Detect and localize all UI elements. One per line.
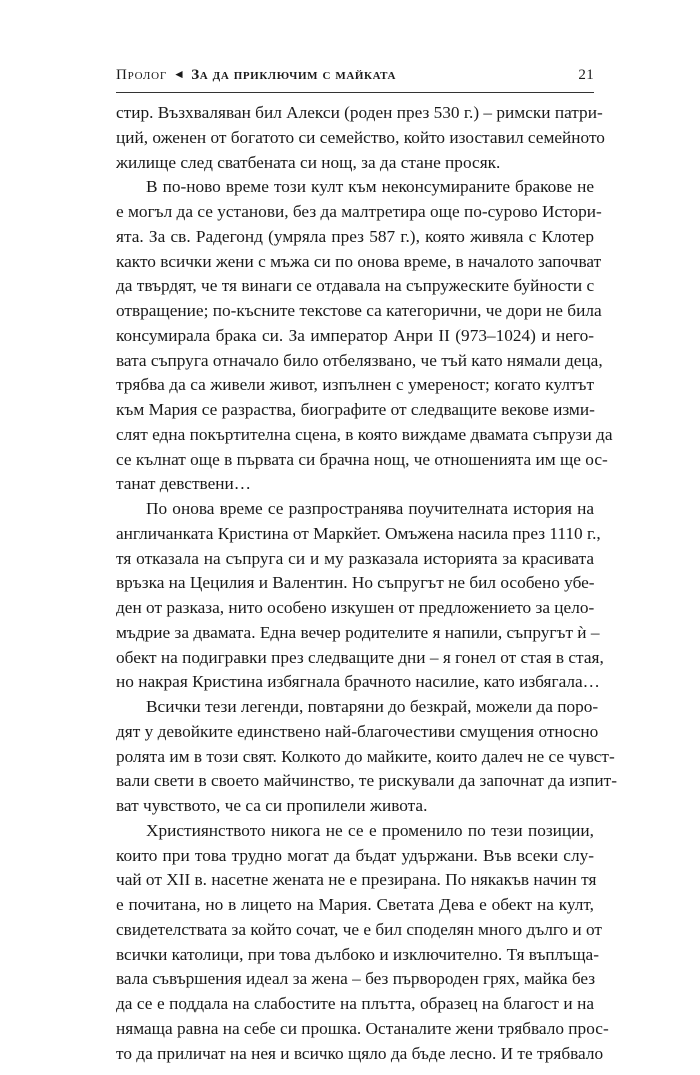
text-line: трябва да са живели живот, изпълнен с умереност; когато култът — [116, 375, 594, 395]
text-line: както всички жени с мъжа си по онова време, в началото започват — [116, 251, 602, 271]
body-text — [116, 101, 617, 1066]
text-line: стир. Възхваляван бил Алекси (роден през 530 г.) – римски патри- — [116, 103, 603, 122]
text-line: да се е поддала на слабостите на плътта, образец на благост и на — [116, 994, 594, 1013]
text-line: чай от XII в. насетне жената не е презирана. По някакъв начин тя — [116, 870, 597, 890]
text-line: да твърдят, че тя винаги се отдавала на съпружеските буйности с — [116, 276, 595, 296]
text-line: то да приличат на нея и всичко щяло да бъде лесно. И те трябвало — [116, 1043, 604, 1063]
text-line: е могъл да се установи, без да малтретира още по-сурово Истори- — [116, 202, 602, 221]
text-line: се кълнат още в първата си брачна нощ, че отношенията им ще ос- — [116, 449, 608, 469]
text-line: нямаща равна на себе си прошка. Останалите жени трябвало прос- — [116, 1018, 609, 1038]
text-line: танат девствени… — [116, 474, 252, 494]
text-line: Християнството никога не се е променило по тези позиции, — [146, 820, 594, 840]
text-line: дят у девойките единствено най-благочестиви смущения относно — [116, 721, 599, 741]
page-number: 21 — [578, 67, 594, 83]
left-arrow-icon: ◄ — [173, 67, 186, 81]
text-line: но накрая Кристина избягнала брачното насилие, като избягала… — [116, 672, 600, 692]
text-line: всички католици, при това дълбоко и изключително. Тя въплъща- — [116, 944, 599, 964]
text-line: вала съвършения идеал за жена – без първороден грях, майка без — [116, 969, 596, 989]
text-line: Всички тези легенди, повтаряни до безкрай, можели да поро- — [146, 697, 599, 716]
text-line: отвращение; по-късните текстове са категорични, че дори не била — [116, 301, 602, 320]
text-line: връзка на Цецилия и Валентин. Но съпругът не бил особено убе- — [116, 573, 595, 593]
header-divider — [116, 92, 594, 93]
paragraph — [116, 497, 604, 695]
text-line: ята. За св. Радегонд (умряла през 587 г.), която живяла с Клотер — [116, 226, 594, 246]
text-line: англичанката Кристина от Маркйет. Омъжена насила през 1110 г., — [116, 523, 601, 543]
text-line: ват чувството, че са си пропилели живота. — [116, 796, 428, 815]
text-line: обект на подигравки през следващите дни – я гонел от стая в стая, — [116, 647, 604, 667]
text-line: ций, оженен от богатото си семейство, който изоставил семейното — [116, 127, 605, 147]
text-line: слят една покъртителна сцена, в която виждаме двамата съпрузи да — [116, 424, 613, 444]
text-line: ролята им в този свят. Колкото до майките, които далеч не се чувст- — [116, 746, 615, 766]
paragraph — [116, 175, 613, 497]
text-line: ден от разказа, нито особено изкушен от предложението за цело- — [116, 598, 595, 617]
chapter-title: За да приключим с майката — [191, 67, 397, 83]
text-line: вата съпруга отначало било отбелязвано, че тъй като нямали деца, — [116, 350, 603, 370]
text-line: мъдрие за двамата. Една вечер родителите я напили, съпругът ѝ – — [116, 622, 600, 642]
text-line: консумирала брака си. За император Анри II (973–1024) и него- — [116, 325, 594, 345]
paragraph — [116, 695, 617, 819]
running-header — [116, 67, 594, 91]
text-line: е почитана, но в лицето на Мария. Светата Дева е обект на култ, — [116, 895, 594, 914]
paragraph — [116, 101, 605, 175]
text-line: По онова време се разпространява поучителната история на — [146, 499, 594, 518]
paragraph — [116, 819, 609, 1067]
text-line: В по-ново време този култ към неконсумираните бракове не — [146, 177, 594, 197]
text-line: към Мария се разраства, биографите от следващите векове изми- — [116, 400, 595, 419]
text-line: тя отказала на съпруга си и му разказала историята за красивата — [116, 548, 594, 568]
text-line: жилище след сватбената си нощ, за да стане просяк. — [116, 152, 501, 172]
text-line: вали свети в своето майчинство, те рискували да започнат да изпит- — [116, 771, 617, 791]
section-title: Пролог — [116, 67, 168, 83]
text-line: които при това трудно могат да бъдат удържани. Във всеки слу- — [116, 845, 594, 865]
text-line: свидетелствата за който сочат, че е бил споделян много дълго и от — [116, 919, 602, 939]
